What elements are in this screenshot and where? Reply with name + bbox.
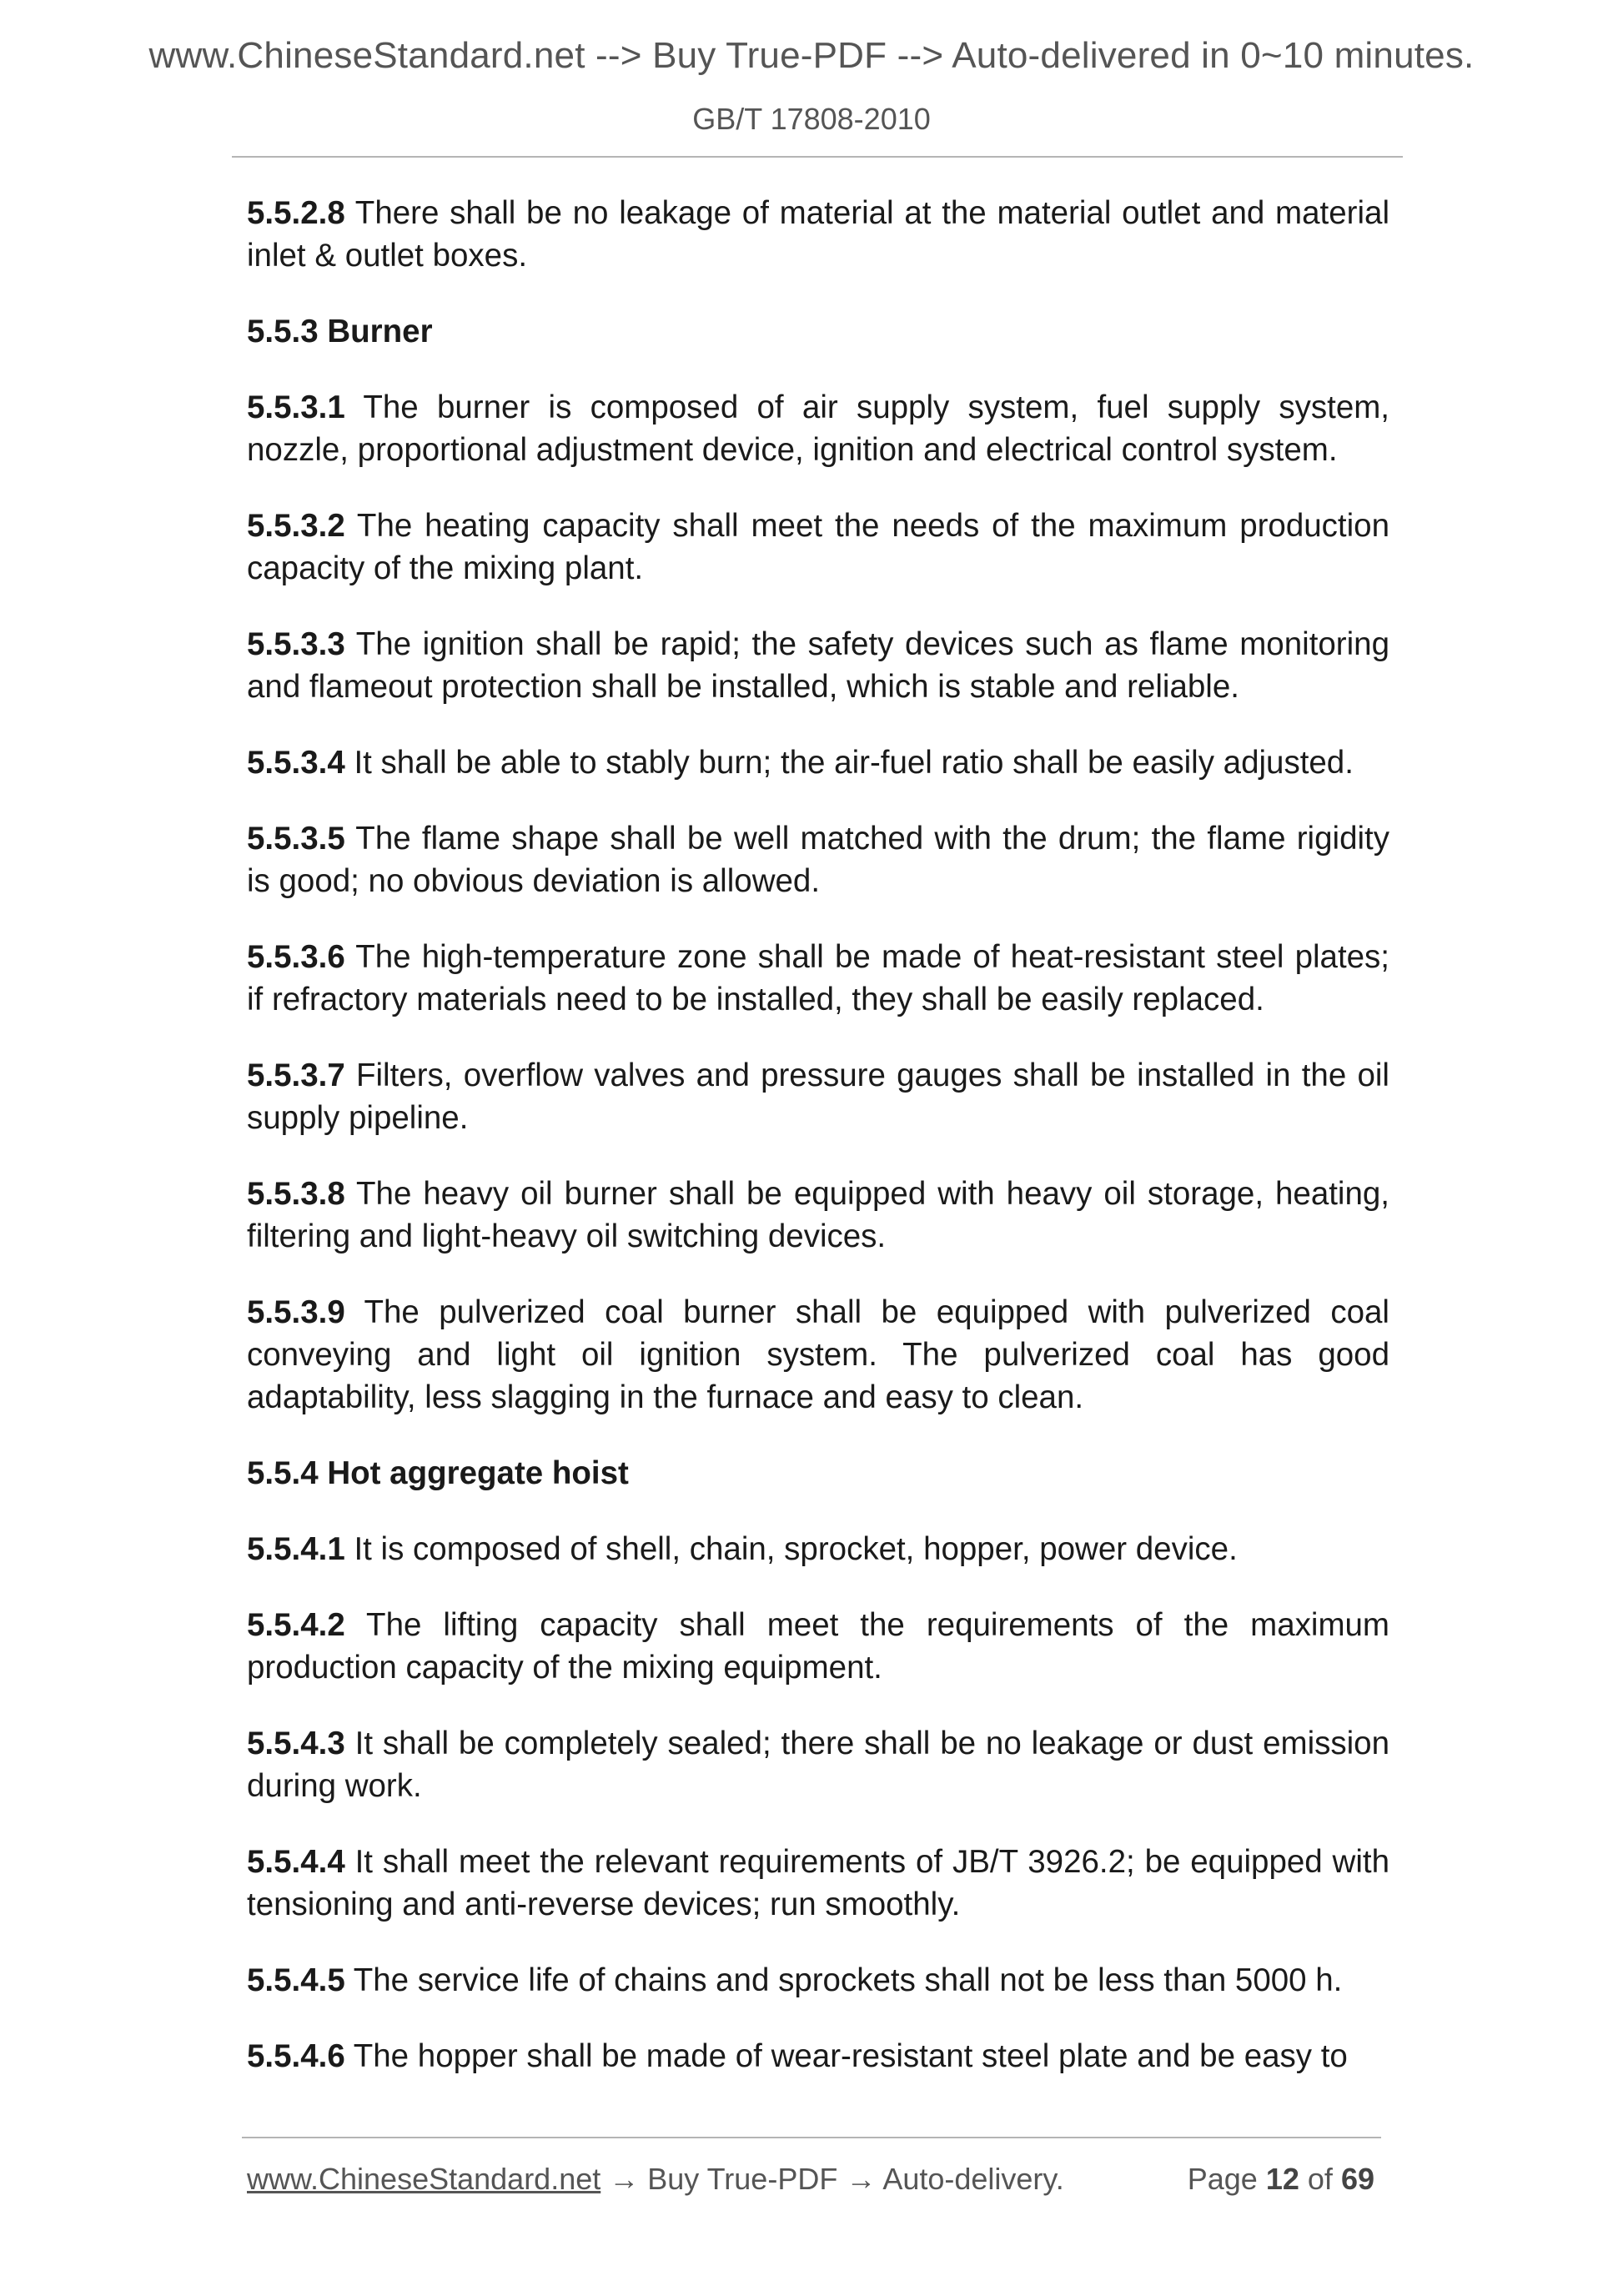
footer-divider bbox=[242, 2137, 1381, 2138]
clause-number: 5.5.2.8 bbox=[247, 195, 345, 231]
clause-number: 5.5.3.5 bbox=[247, 821, 345, 857]
page-footer bbox=[247, 2162, 1381, 2203]
clause-number: 5.5.4.3 bbox=[247, 1726, 345, 1761]
clause-paragraph bbox=[247, 1054, 1389, 1139]
standard-code: GB/T 17808-2010 bbox=[692, 102, 931, 136]
clause-number: 5.5.3.7 bbox=[247, 1058, 345, 1093]
clause-text: The service life of chains and sprockets shall not be less than 5000 h. bbox=[344, 1962, 1343, 1998]
clause-text: Burner bbox=[318, 314, 433, 349]
clause-paragraph bbox=[247, 936, 1389, 1021]
clause-paragraph bbox=[247, 1722, 1389, 1807]
footer-site-link[interactable]: www.ChineseStandard.net bbox=[247, 2162, 601, 2196]
clause-number: 5.5.3.4 bbox=[247, 745, 345, 781]
clause-paragraph bbox=[247, 1528, 1389, 1570]
page-number: 12 bbox=[1265, 2162, 1299, 2196]
clause-number: 5.5.4 bbox=[247, 1455, 319, 1491]
clause-paragraph bbox=[247, 505, 1389, 590]
page-total: 69 bbox=[1340, 2162, 1374, 2196]
site-banner: www.ChineseStandard.net --> Buy True-PDF --> Auto-delivered in 0~10 minutes. bbox=[148, 35, 1475, 76]
clause-text: The heavy oil burner shall be equipped with heavy oil storage, heating, filtering and light-heavy oil switching devices. bbox=[247, 1176, 1389, 1254]
clause-text: Hot aggregate hoist bbox=[318, 1455, 629, 1491]
footer-tagline: → Buy True-PDF → Auto-delivery. bbox=[600, 2162, 1064, 2196]
clause-text: The lifting capacity shall meet the requirements of the maximum production capacity of the mixing equipment. bbox=[247, 1607, 1389, 1686]
clause-paragraph bbox=[247, 192, 1389, 277]
clause-text: The flame shape shall be well matched with the drum; the flame rigidity is good; no obvious deviation is allowed. bbox=[247, 821, 1389, 899]
clause-text: It shall be able to stably burn; the air-fuel ratio shall be easily adjusted. bbox=[344, 745, 1354, 781]
clause-number: 5.5.3.8 bbox=[247, 1176, 345, 1212]
header-divider bbox=[232, 156, 1403, 158]
clause-paragraph bbox=[247, 623, 1389, 708]
clause-paragraph bbox=[247, 386, 1389, 471]
clause-number: 5.5.3.3 bbox=[247, 626, 345, 662]
document-body bbox=[247, 192, 1389, 2111]
clause-text: The heating capacity shall meet the needs of the maximum production capacity of the mixing plant. bbox=[247, 508, 1389, 586]
clause-paragraph bbox=[247, 741, 1389, 784]
of-label: of bbox=[1307, 2162, 1333, 2196]
clause-paragraph bbox=[247, 1604, 1389, 1689]
clause-text: The ignition shall be rapid; the safety devices such as flame monitoring and flameout protection shall be installed, which is stable and reliable. bbox=[247, 626, 1389, 705]
clause-number: 5.5.3.1 bbox=[247, 389, 345, 425]
clause-number: 5.5.4.2 bbox=[247, 1607, 345, 1643]
clause-text: It is composed of shell, chain, sprocket, hopper, power device. bbox=[344, 1531, 1238, 1567]
clause-paragraph bbox=[247, 1173, 1389, 1258]
clause-number: 5.5.4.1 bbox=[247, 1531, 345, 1567]
clause-text: The pulverized coal burner shall be equipped with pulverized coal conveying and light oil ignition system. The pulverized coal has good adaptability, less slagging in the furnace and easy to clean. bbox=[247, 1294, 1389, 1415]
clause-number: 5.5.3.6 bbox=[247, 939, 345, 975]
clause-text: It shall be completely sealed; there shall be no leakage or dust emission during work. bbox=[247, 1726, 1389, 1804]
clause-number: 5.5.4.4 bbox=[247, 1844, 345, 1880]
clause-number: 5.5.3.2 bbox=[247, 508, 345, 544]
clause-text: Filters, overflow valves and pressure gauges shall be installed in the oil supply pipeline. bbox=[247, 1058, 1389, 1136]
section-heading bbox=[247, 1452, 1389, 1495]
clause-paragraph bbox=[247, 1841, 1389, 1926]
page-label: Page bbox=[1187, 2162, 1258, 2196]
clause-paragraph bbox=[247, 1291, 1389, 1419]
clause-number: 5.5.4.6 bbox=[247, 2038, 345, 2074]
clause-text: The burner is composed of air supply system, fuel supply system, nozzle, proportional adjustment device, ignition and electrical control system. bbox=[247, 389, 1389, 468]
section-heading bbox=[247, 310, 1389, 353]
page-indicator bbox=[1188, 2162, 1374, 2197]
clause-paragraph bbox=[247, 2035, 1389, 2077]
clause-number: 5.5.3.9 bbox=[247, 1294, 345, 1330]
clause-text: The hopper shall be made of wear-resistant steel plate and be easy to bbox=[344, 2038, 1348, 2074]
clause-text: It shall meet the relevant requirements of JB/T 3926.2; be equipped with tensioning and anti-reverse devices; run smoothly. bbox=[247, 1844, 1389, 1922]
clause-number: 5.5.4.5 bbox=[247, 1962, 345, 1998]
clause-text: There shall be no leakage of material at the material outlet and material inlet & outlet boxes. bbox=[247, 195, 1389, 274]
clause-text: The high-temperature zone shall be made of heat-resistant steel plates; if refractory materials need to be installed, they shall be easily replaced. bbox=[247, 939, 1389, 1017]
clause-paragraph bbox=[247, 1959, 1389, 2002]
clause-number: 5.5.3 bbox=[247, 314, 319, 349]
clause-paragraph bbox=[247, 817, 1389, 902]
